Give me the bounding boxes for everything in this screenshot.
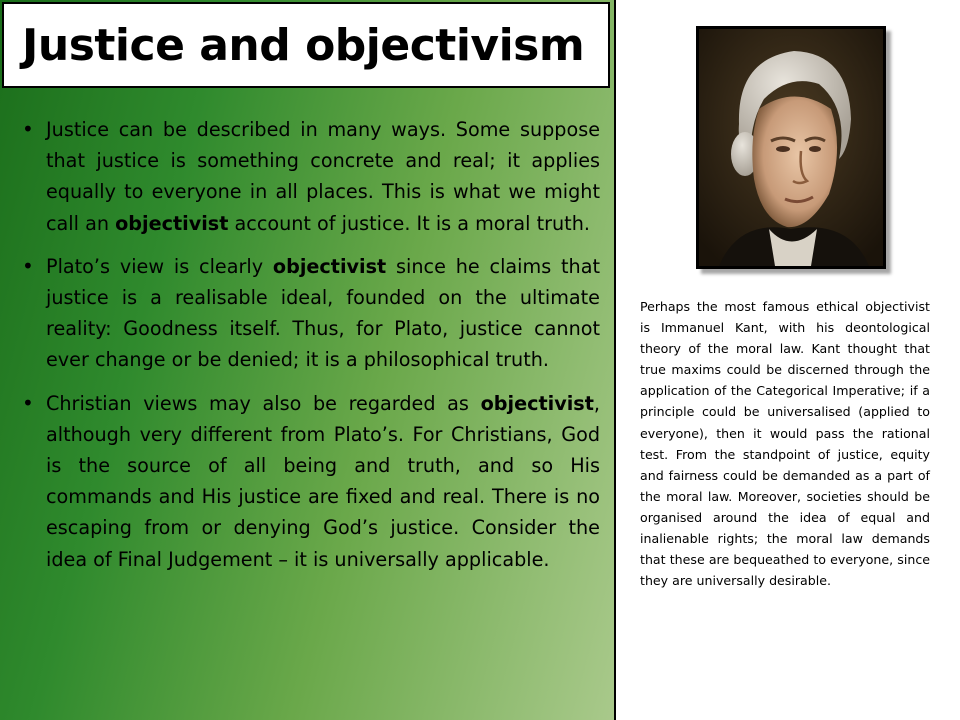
bullet-text-part: , although very different from Plato’s. For Christians, God is the source of all being and truth, and so His commands and His justice are fixed and real. There is no escaping from or denying God’s justice. Consider the idea of Final Judgement – it is universally applicable. (46, 391, 600, 571)
bullet-list (22, 114, 600, 587)
bullet-dot-icon: • (22, 390, 34, 415)
bullet-text (46, 251, 600, 376)
bullet-text-part: Justice can be described in many ways. Some suppose that justice is something concrete and real; it applies equally to everyone in all places. This is what we might call an (46, 118, 600, 235)
bullet-bold-term: objectivist (272, 254, 387, 278)
bullet-text-part: Plato’s view is clearly (46, 254, 273, 278)
bullet-dot-icon: • (22, 253, 34, 278)
bullet-text-part: account of justice. It is a moral truth. (228, 211, 590, 235)
right-panel (614, 0, 960, 720)
bullet-text-part: since he claims that justice is a realisable ideal, founded on the ultimate reality: Goodness itself. Thus, for Plato, justice cannot ever change or be denied; it is a philosophical truth. (46, 254, 600, 372)
bullet-text-part: Christian views may also be regarded as (46, 391, 481, 415)
bullet-item (22, 251, 600, 376)
bullet-bold-term: objectivist (115, 211, 229, 235)
bullet-item (22, 114, 600, 239)
bullet-text (46, 114, 600, 239)
title-box (2, 2, 610, 88)
portrait-image (696, 26, 886, 269)
caption-text: Perhaps the most famous ethical objectivist is Immanuel Kant, with his deontological theory of the moral law. Kant thought that true maxims could be discerned through the application of the Categorical Imperative; if a principle could be universalised (applied to everyone), then it would pass the rational test. From the standpoint of justice, equity and fairness could be demanded as a part of the moral law. Moreover, societies should be organised around the idea of equal and inalienable rights; the moral law demands that these are bequeathed to everyone, since they are universally desirable. (640, 299, 930, 589)
slide-title: Justice and objectivism (22, 20, 585, 71)
bullet-dot-icon: • (22, 117, 34, 141)
bullet-item (22, 388, 600, 575)
bullet-text (46, 388, 600, 575)
bullet-bold-term: objectivist (480, 391, 594, 415)
portrait-illustration (699, 29, 883, 266)
